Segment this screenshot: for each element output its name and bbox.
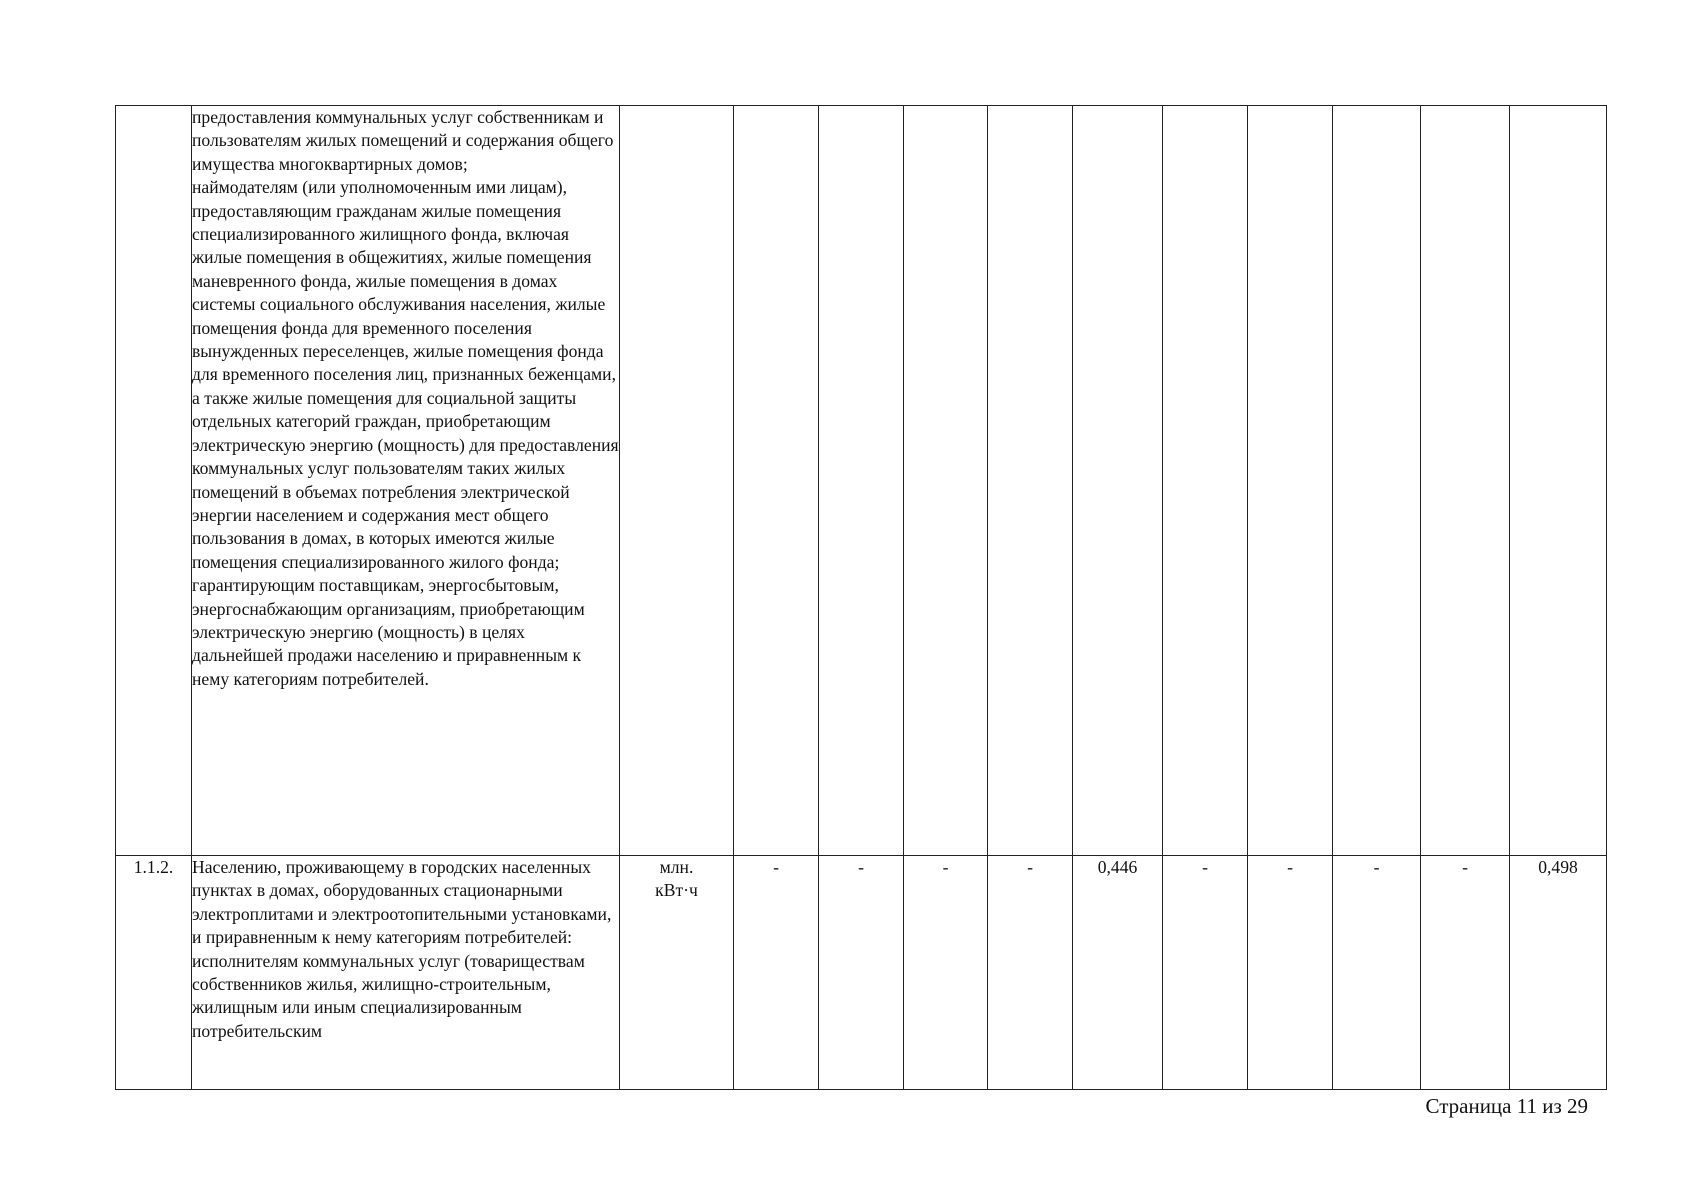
description-paragraph: исполнителям коммунальных услуг (товариществам собственников жилья, жилищно-строительным, жилищным или иным специализированным потребительским [192, 950, 585, 1041]
value-cell: - [1248, 856, 1333, 1090]
unit-line: кВт·ч [655, 880, 698, 901]
value-cell: 0,498 [1510, 856, 1607, 1090]
row-number [116, 106, 192, 856]
value-cell [1421, 106, 1510, 856]
description-paragraph: предоставления коммунальных услуг собственникам и пользователям жилых помещений и содержания общего имущества многоквартирных домов; [192, 107, 614, 174]
table-row [116, 106, 1607, 856]
row-description [192, 856, 620, 1090]
unit-line: млн. [659, 857, 694, 877]
value-cell [1073, 106, 1163, 856]
value-cell [819, 106, 904, 856]
description-paragraph: наймодателям (или уполномоченным ими лицам), предоставляющим гражданам жилые помещения специализированного жилищного фонда, включая жилые помещения в общежитиях, жилые помещения маневренного фонда, жилые помещения в домах системы социального обслуживания населения, жилые помещения фонда для временного поселения вынужденных переселенцев, жилые помещения фонда для временного поселения лиц, признанных беженцами, а также жилые помещения для социальной защиты отдельных категорий граждан, приобретающим электрическую энергию (мощность) для предоставления коммунальных услуг пользователям таких жилых помещений в объемах потребления электрической энергии населением и содержания мест общего пользования в домах, в которых имеются жилые помещения специализированного жилого фонда; [192, 177, 619, 572]
value-cell [1333, 106, 1421, 856]
value-cell: 0,446 [1073, 856, 1163, 1090]
value-cell: - [819, 856, 904, 1090]
description-paragraph: гарантирующим поставщикам, энергосбытовым, энергоснабжающим организациям, приобретающим электрическую энергию (мощность) в целях дальнейшей продажи населению и приравненным к нему категориям потребителей. [192, 575, 585, 689]
value-cell: - [1333, 856, 1421, 1090]
row-unit [620, 106, 734, 856]
table-row [116, 856, 1607, 1090]
value-cell [904, 106, 988, 856]
value-cell: - [904, 856, 988, 1090]
value-cell: - [734, 856, 819, 1090]
description-paragraph: Населению, проживающему в городских населенных пунктах в домах, оборудованных стационарными электроплитами и электроотопительными установками, и приравненным к нему категориям потребителей: [192, 857, 612, 948]
value-cell: - [988, 856, 1073, 1090]
value-cell [1163, 106, 1248, 856]
value-cell [734, 106, 819, 856]
row-description [192, 106, 620, 856]
page-number: Страница 11 из 29 [1425, 1094, 1588, 1118]
value-cell: - [1421, 856, 1510, 1090]
row-unit [620, 856, 734, 1090]
value-cell: - [1163, 856, 1248, 1090]
value-cell [1510, 106, 1607, 856]
value-cell [1248, 106, 1333, 856]
value-cell [988, 106, 1073, 856]
data-table [115, 105, 1607, 1090]
row-number: 1.1.2. [116, 856, 192, 1090]
